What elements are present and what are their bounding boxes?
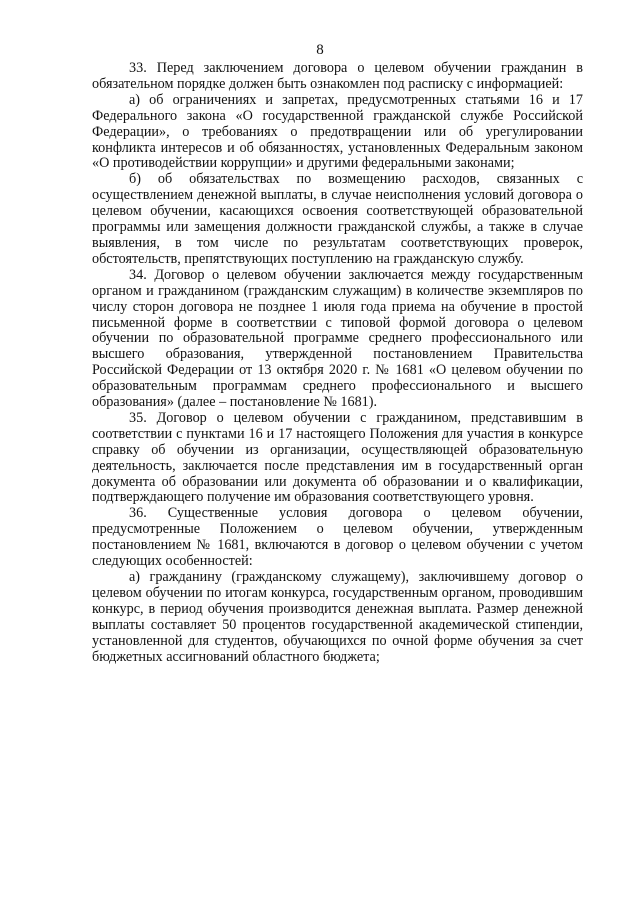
- paragraph-33: 33. Перед заключением договора о целевом обучении гражданин в обязательном порядке должен быть ознакомлен под расписку с информацией:: [92, 60, 583, 92]
- paragraph-36-a: а) гражданину (гражданскому служащему), заключившему договор о целевом обучении по итогам конкурса, государственным органом, проводившим конкурс, в период обучения производится денежная выплата. Размер денежной выплаты составляет 50 процентов государственной академической стипендии, установленной для студентов, обучающихся по очной форме обучения за счет бюджетных ассигнований областного бюджета;: [92, 569, 583, 665]
- page-number: 8: [316, 42, 324, 58]
- paragraph-33-a: а) об ограничениях и запретах, предусмотренных статьями 16 и 17 Федерального закона «О государственной гражданской службе Российской Федерации», о требованиях о предотвращении или об урегулировании конфликта интересов и об обязанностях, установленных Федеральным законом «О противодействии коррупции» и другими федеральными законами;: [92, 91, 583, 172]
- paragraph-35: 35. Договор о целевом обучении с гражданином, представившим в соответствии с пунктами 16 и 17 настоящего Положения для участия в конкурсе справку об обучении из организации, осуществляющей образовательную деятельность, заключается после представления им в государственный орган документа об образовании или документа об образовании и о квалификации, подтверждающего получение им образования соответствующего уровня.: [92, 409, 583, 506]
- document-body: [92, 61, 583, 665]
- paragraph-33-b: б) об обязательствах по возмещению расходов, связанных с осуществлением денежной выплаты, в случае неисполнения условий договора о целевом обучении, касающихся освоения соответствующей образовательной программы или замещения должности гражданской службы, а также в случае выявления, в том числе по результатам соответствующих проверок, обстоятельств, препятствующих поступлению на гражданскую службу.: [92, 171, 583, 267]
- paragraph-34: 34. Договор о целевом обучении заключается между государственным органом и гражданином (гражданским служащим) в количестве экземпляров по числу сторон договора не позднее 1 июля года приема на обучение в простой письменной форме в соответствии с типовой формой договора о целевом обучении по образовательной программе среднего профессионального или высшего образования, утвержденной постановлением Правительства Российской Федерации от 13 октября 2020 г. № 1681 «О целевом обучении по образовательным программам среднего профессионального и высшего образования» (далее – постановление № 1681).: [92, 266, 583, 411]
- paragraph-36: 36. Существенные условия договора о целевом обучении, предусмотренные Положением о целевом обучении, утвержденным постановлением № 1681, включаются в договор о целевом обучении с учетом следующих особенностей:: [92, 505, 583, 570]
